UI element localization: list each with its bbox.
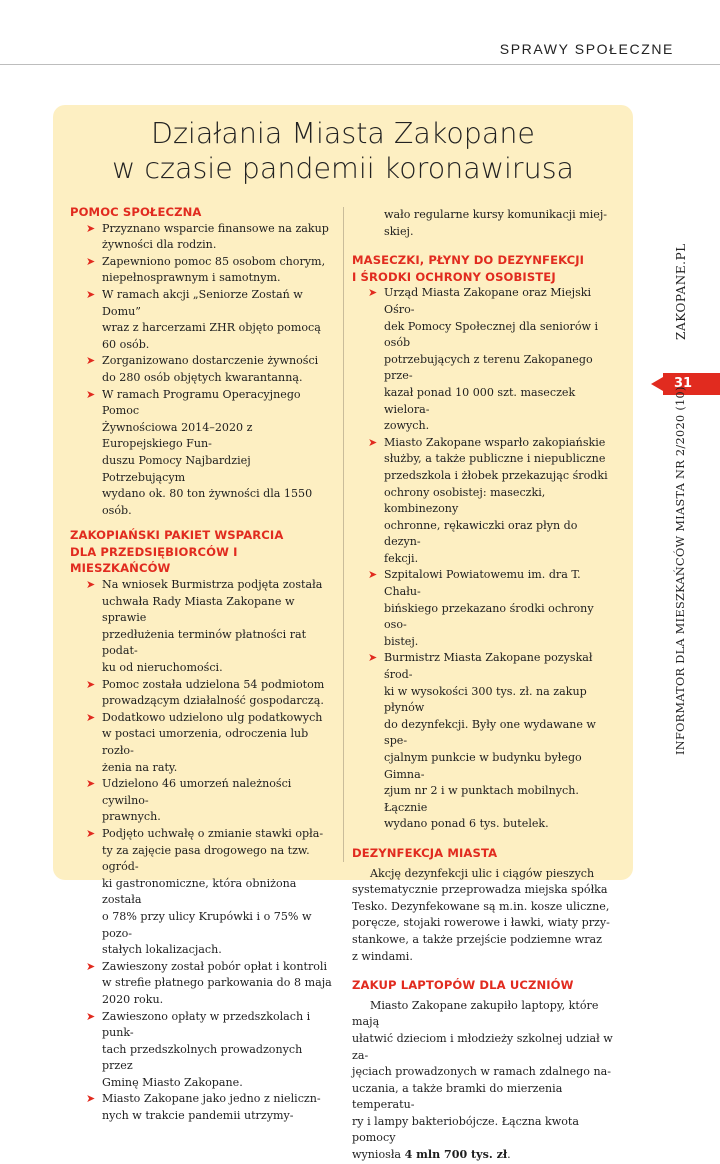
paragraph-line: systematycznie przeprowadza miejska spółka (352, 883, 608, 897)
list-item (70, 710, 332, 776)
site-url: ZAKOPANE.PL (674, 243, 688, 340)
page-number: 31 (673, 376, 693, 391)
list-item-line: służby, a także publiczne i niepubliczne (384, 452, 606, 466)
paragraph-line: uczania, a także bramki do mierzenia temperatu- (352, 1081, 563, 1112)
list-item-line: Żywnościowa 2014–2020 z Europejskiego Fun- (102, 420, 253, 451)
right-column (352, 207, 616, 1164)
bullet-arrow-icon: ➤ (86, 1009, 96, 1023)
amount-value: 4 mln 700 tys. zł (404, 1148, 508, 1162)
heading-support-package (70, 527, 332, 577)
article-title-line-2: w czasie pandemii koronawirusa (111, 152, 575, 185)
list-item-line: kazał ponad 10 000 szt. maseczek wielora- (384, 385, 576, 416)
list-item-line: Szpitalowi Powiatowemu im. dra T. Chału- (384, 568, 581, 599)
list-item (70, 254, 332, 287)
bullet-arrow-icon: ➤ (368, 651, 378, 665)
article-title (53, 116, 633, 186)
list-item-line: przedszkola i żłobek przekazując środki (384, 468, 608, 482)
bullet-arrow-icon: ➤ (86, 677, 96, 691)
list-item (70, 577, 332, 677)
header-divider (0, 64, 720, 65)
list-item-line: Przyznano wsparcie finansowe na zakup (102, 221, 329, 235)
heading-disinfection: DEZYNFEKCJA MIASTA (352, 845, 498, 860)
bullet-arrow-icon: ➤ (86, 777, 96, 791)
list-item-line: Zawieszono opłaty w przedszkolach i punk- (102, 1009, 311, 1040)
list-item-line: 2020 roku. (102, 992, 164, 1006)
list-item-line: stałych lokalizacjach. (102, 943, 222, 957)
list-item-line: wydano ponad 6 tys. butelek. (384, 817, 549, 831)
list-item-line: Miasto Zakopane jako jedno z nieliczn- (102, 1092, 321, 1106)
list-item-line: bistej. (384, 634, 419, 648)
paragraph-line: Miasto Zakopane zakupiło laptopy, które mają (352, 998, 599, 1029)
list-item-line: Na wniosek Burmistrza podjęta została (102, 578, 323, 592)
continuation-line: skiej. (384, 224, 414, 238)
heading-masks (352, 252, 616, 285)
list-item-line: ki w wysokości 300 tys. zł. na zakup płynów (384, 684, 587, 715)
list-item-line: dek Pomocy Społecznej dla seniorów i osób (384, 319, 599, 350)
list-item-line: Gminę Miasto Zakopane. (102, 1075, 243, 1089)
list-item-line: Zapewniono pomoc 85 osobom chorym, (102, 254, 326, 268)
list-item-line: Pomoc została udzielona 54 podmiotom (102, 677, 325, 691)
bullet-arrow-icon: ➤ (86, 287, 96, 301)
amount-prefix: wyniosła (352, 1148, 405, 1162)
support-package-list (70, 577, 332, 1125)
bullet-arrow-icon: ➤ (86, 221, 96, 235)
list-item-line: prowadzącym działalność gospodarczą. (102, 694, 324, 708)
heading-masks-line-2: I ŚRODKI OCHRONY OSOBISTEJ (352, 269, 556, 284)
list-item-line: bińskiego przekazano środki ochrony oso- (384, 601, 594, 632)
list-item-line: ty za zajęcie pasa drogowego na tzw. ogród- (102, 843, 310, 874)
list-item-line: zowych. (384, 419, 430, 433)
bullet-arrow-icon: ➤ (86, 254, 96, 268)
list-item-line: cjalnym punkcie w budynku byłego Gimna- (384, 751, 582, 781)
list-item-line: tach przedszkolnych prowadzonych przez (102, 1042, 303, 1073)
list-item-line: żywności dla rodzin. (102, 238, 217, 252)
list-item-line: wraz z harcerzami ZHR objęto pomocą (102, 321, 321, 335)
list-item-line: wydano ok. 80 ton żywności dla 1550 osób. (102, 487, 313, 517)
list-item-line: Miasto Zakopane wsparło zakopiańskie (384, 435, 606, 449)
paragraph-line: ry i lampy bakteriobójcze. Łączna kwota pomocy (352, 1114, 579, 1145)
list-item-line: ku od nieruchomości. (102, 661, 223, 675)
list-item-line: Urząd Miasta Zakopane oraz Miejski Ośro- (384, 286, 592, 316)
list-item-line: W ramach Programu Operacyjnego Pomoc (102, 387, 301, 418)
paragraph-line: Tesko. Dezynfekowane są m.in. kosze uliczne, (352, 899, 610, 913)
article-title-line-1: Działania Miasta Zakopane (151, 117, 535, 150)
list-item-line: o 78% przy ulicy Krupówki i o 75% w pozo- (102, 909, 312, 940)
continuation-line: wało regularne kursy komunikacji miej- (384, 208, 608, 221)
list-item-line: przedłużenia terminów płatności rat podat- (102, 627, 307, 658)
list-item-line: w postaci umorzenia, odroczenia lub rozło- (102, 727, 309, 757)
list-item-line: żenia na raty. (102, 760, 178, 774)
paragraph-line: stankowe, a także przejście podziemne wraz (352, 932, 602, 946)
bullet-arrow-icon: ➤ (86, 354, 96, 368)
laptops-paragraph-last (352, 1147, 616, 1164)
list-item (70, 221, 332, 254)
heading-social-help: POMOC SPOŁECZNA (70, 205, 202, 219)
bullet-arrow-icon: ➤ (368, 435, 378, 449)
heading-support-package-line-2: DLA PRZEDSIĘBIORCÓW I MIESZKAŃCÓW (70, 544, 238, 576)
social-help-list (70, 221, 332, 520)
list-item (352, 650, 616, 833)
list-item-line: niepełnosprawnym i samotnym. (102, 271, 281, 285)
list-item-line: uchwała Rady Miasta Zakopane w sprawie (102, 594, 295, 625)
list-item-line: zjum nr 2 i w punktach mobilnych. Łącznie (384, 784, 579, 814)
section-label: SPRAWY SPOŁECZNE (499, 41, 674, 57)
bullet-arrow-icon: ➤ (86, 1092, 96, 1106)
list-item-line: Burmistrz Miasta Zakopane pozyskał środ- (384, 651, 593, 682)
list-item (70, 826, 332, 959)
list-item-line: ochrony osobistej: maseczki, kombinezony (384, 485, 546, 516)
list-item (70, 776, 332, 826)
bullet-arrow-icon: ➤ (368, 568, 378, 582)
list-item-line: W ramach akcji „Seniorze Zostań w Domu” (102, 287, 303, 318)
masks-list (352, 285, 616, 833)
disinfection-paragraph (352, 866, 616, 966)
left-column (70, 204, 332, 1125)
list-item-line: duszu Pomocy Najbardziej Potrzebującym (102, 453, 251, 484)
support-package-continuation (352, 207, 616, 240)
paragraph-line: poręcze, stojaki rowerowe i ławki, wiaty przy- (352, 916, 610, 930)
list-item-line: 60 osób. (102, 337, 150, 351)
list-item (70, 287, 332, 353)
list-item (352, 567, 616, 650)
bullet-arrow-icon: ➤ (86, 387, 96, 401)
heading-laptops: ZAKUP LAPTOPÓW DLA UCZNIÓW (352, 978, 574, 993)
column-divider (343, 207, 344, 862)
list-item-line: Podjęto uchwałę o zmianie stawki opła- (102, 826, 324, 840)
list-item (70, 353, 332, 386)
paragraph-line: Akcję dezynfekcji ulic i ciągów pieszych (370, 866, 595, 880)
bullet-arrow-icon: ➤ (86, 826, 96, 840)
heading-support-package-line-1: ZAKOPIAŃSKI PAKIET WSPARCIA (70, 528, 284, 543)
list-item (70, 959, 332, 1009)
list-item-line: ochronne, rękawiczki oraz płyn do dezyn- (384, 518, 578, 549)
paragraph-line: z windami. (352, 949, 413, 963)
list-item-line: w strefie płatnego parkowania do 8 maja (102, 976, 332, 990)
list-item (70, 387, 332, 520)
bullet-arrow-icon: ➤ (86, 959, 96, 973)
list-item-line: ki gastronomiczne, która obniżona została (102, 876, 297, 907)
list-item-line: Dodatkowo udzielono ulg podatkowych (102, 710, 323, 724)
list-item (70, 1091, 332, 1124)
list-item-line: nych w trakcie pandemii utrzymy- (102, 1109, 294, 1123)
bullet-arrow-icon: ➤ (368, 286, 378, 300)
paragraph-line: ułatwić dzieciom i młodzieży szkolnej udział w za- (352, 1031, 613, 1062)
bullet-arrow-icon: ➤ (86, 710, 96, 724)
list-item-line: potrzebujących z terenu Zakopanego prze- (384, 352, 593, 383)
list-item (352, 435, 616, 568)
list-item-line: Zawieszony został pobór opłat i kontroli (102, 959, 328, 973)
amount-suffix: . (507, 1148, 511, 1162)
list-item (70, 677, 332, 710)
paragraph-line: jęciach prowadzonych w ramach zdalnego na- (352, 1065, 611, 1079)
list-item-line: Zorganizowano dostarczenie żywności (102, 354, 319, 368)
list-item-line: fekcji. (384, 551, 419, 565)
list-item (352, 285, 616, 434)
list-item-line: prawnych. (102, 810, 161, 824)
publication-info: INFORMATOR DLA MIESZKAŃCÓW MIASTA NR 2/2020 (10) (674, 386, 687, 755)
list-item-line: Udzielono 46 umorzeń należności cywilno- (102, 777, 292, 807)
heading-masks-line-1: MASECZKI, PŁYNY DO DEZYNFEKCJI (352, 253, 585, 268)
list-item (70, 1009, 332, 1092)
list-item-line: do 280 osób objętych kwarantanną. (102, 370, 303, 384)
list-item-line: do dezynfekcji. Były one wydawane w spe- (384, 717, 596, 748)
laptops-paragraph (352, 998, 616, 1147)
bullet-arrow-icon: ➤ (86, 578, 96, 592)
page-tab-arrow (651, 377, 663, 391)
